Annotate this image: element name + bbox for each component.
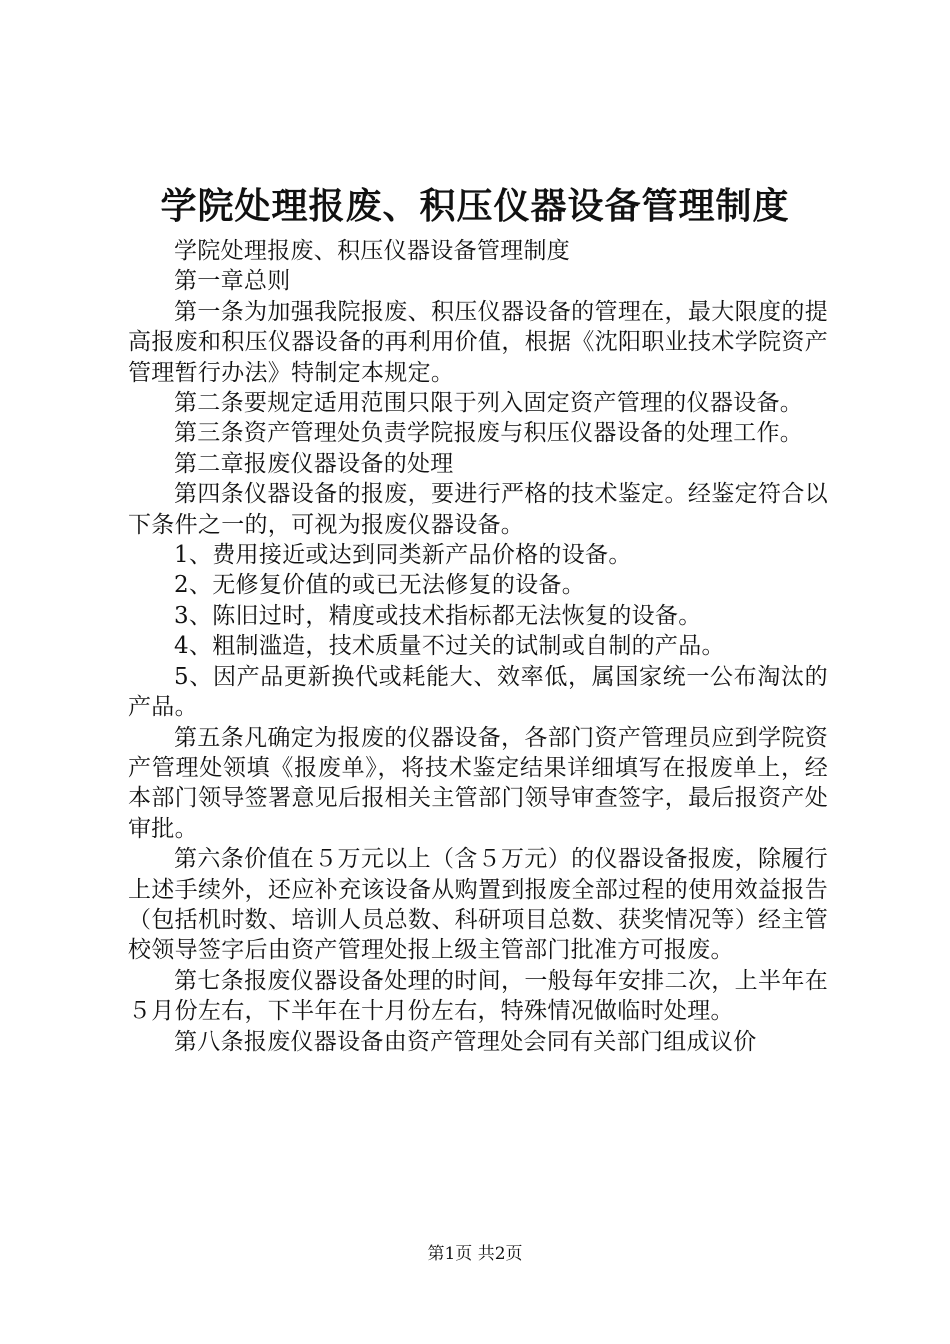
article-2: 第二条要规定适用范围只限于列入固定资产管理的仪器设备。 [174, 390, 804, 417]
paragraph-subtitle: 学院处理报废、积压仪器设备管理制度 [174, 238, 571, 264]
document-title: 学院处理报废、积压仪器设备管理制度 [160, 185, 790, 227]
article-5: 第五条凡确定为报废的仪器设备，各部门资产管理员应到学院资产管理处领填《报废单》，将技术鉴定结果详细填写在报废单上，经本部门领导签署意见后报相关主管部门领导审查签字，最后报资产处审批。 [128, 724, 828, 842]
chapter-heading-2: 第二章报废仪器设备的处理 [174, 450, 454, 477]
list-item-2: 2、无修复价值的或已无法修复的设备。 [174, 572, 586, 599]
article-8: 第八条报废仪器设备由资产管理处会同有关部门组成议价 [174, 1028, 757, 1055]
list-item-5: 5、因产品更新换代或耗能大、效率低，属国家统一公布淘汰的产品。 [128, 663, 828, 721]
article-3: 第三条资产管理处负责学院报废与积压仪器设备的处理工作。 [174, 420, 804, 447]
article-4: 第四条仪器设备的报废，要进行严格的技术鉴定。经鉴定符合以下条件之一的，可视为报废仪器设备。 [128, 481, 828, 538]
chapter-heading-1: 第一章总则 [174, 268, 291, 295]
document-body [128, 236, 828, 1057]
article-1: 第一条为加强我院报废、积压仪器设备的管理在，最大限度的提高报废和积压仪器设备的再利用价值，根据《沈阳职业技术学院资产管理暂行办法》特制定本规定。 [128, 298, 828, 386]
list-item-4: 4、粗制滥造，技术质量不过关的试制或自制的产品。 [174, 633, 725, 660]
list-item-3: 3、陈旧过时，精度或技术指标都无法恢复的设备。 [174, 602, 702, 629]
list-item-1: 1、费用接近或达到同类新产品价格的设备。 [174, 542, 632, 569]
page-number-footer: 第1页 共2页 [427, 1244, 523, 1264]
article-6: 第六条价值在５万元以上（含５万元）的仪器设备报废，除履行上述手续外，还应补充该设备从购置到报废全部过程的使用效益报告（包括机时数、培训人员总数、科研项目总数、获奖情况等）经主管校领导签字后由资产管理处报上级主管部门批准方可报废。 [128, 846, 828, 964]
article-7: 第七条报废仪器设备处理的时间，一般每年安排二次，上半年在５月份左右，下半年在十月份左右，特殊情况做临时处理。 [128, 967, 828, 1025]
